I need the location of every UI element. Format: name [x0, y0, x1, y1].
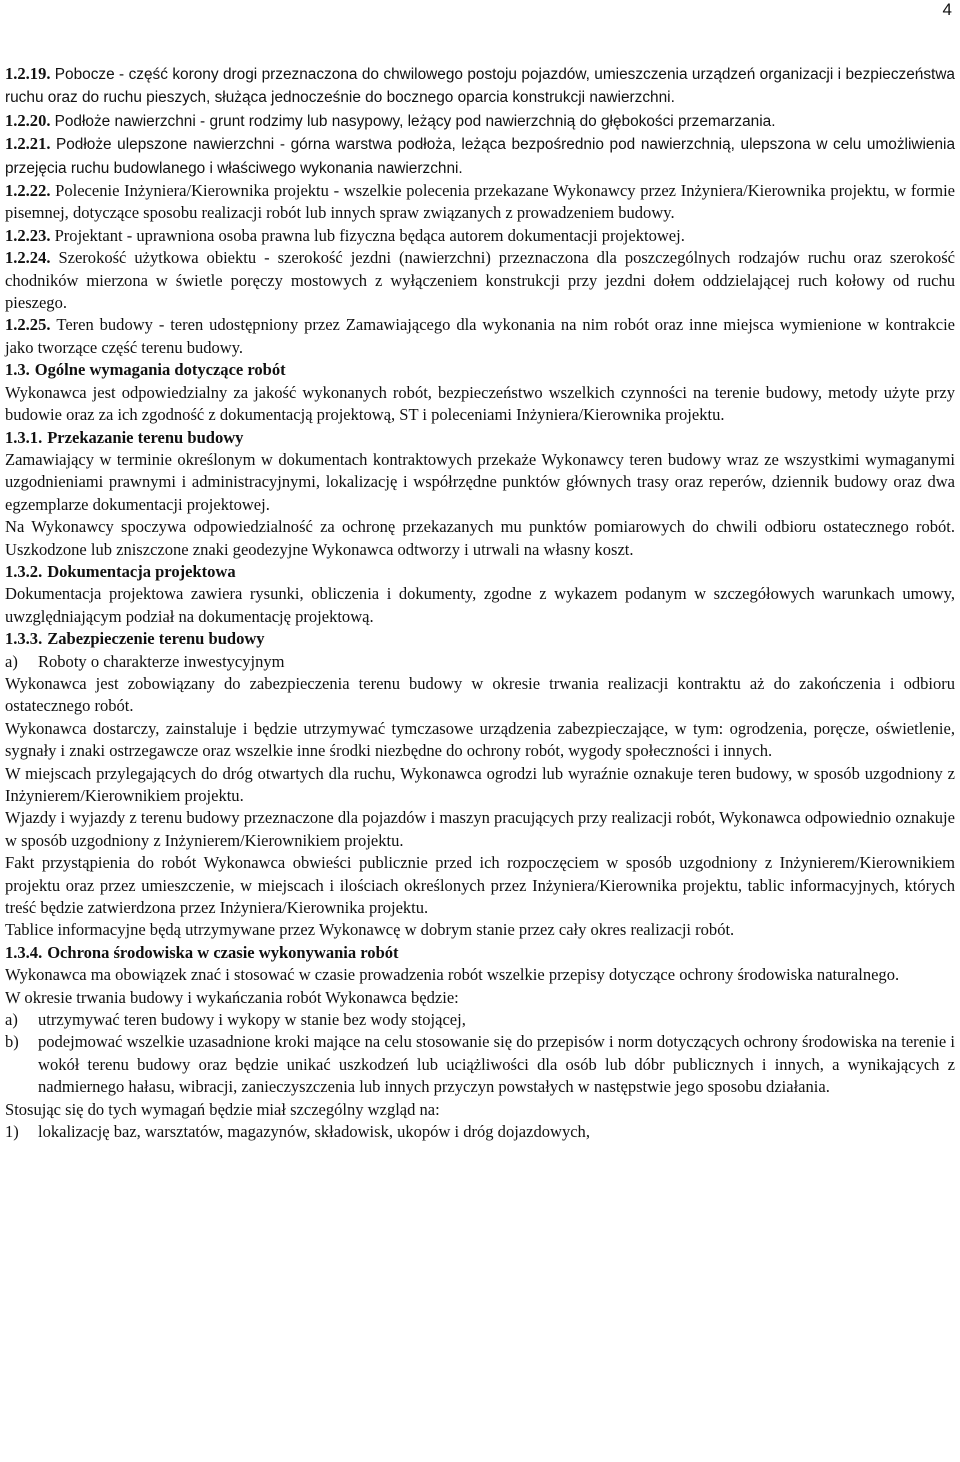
- page-number: 4: [942, 0, 952, 19]
- list-item: [5, 1031, 955, 1098]
- section-heading-1-3-3: [5, 628, 955, 650]
- section-heading-1-3-1: [5, 427, 955, 449]
- section-heading-1-3-2: [5, 561, 955, 583]
- section-heading-1-3: [5, 359, 955, 381]
- section-title: Ochrona środowiska w czasie wykonywania robót: [47, 942, 399, 962]
- definition-number: 1.2.20.: [5, 110, 51, 130]
- paragraph: Tablice informacyjne będą utrzymywane przez Wykonawcę w dobrym stanie przez cały okres realizacji robót.: [5, 920, 735, 940]
- definition-1-2-22: [5, 180, 955, 225]
- definition-number: 1.2.22.: [5, 181, 51, 201]
- paragraph: Wykonawca dostarczy, zainstaluje i będzie utrzymywać tymczasowe urządzenia zabezpieczające, w tym: ogrodzenia, poręcze, oświetlenie, sygnały i znaki ostrzegawcze oraz wszelkie inne środki niezbędne do ochrony robót, wygody społeczności i innych.: [5, 718, 955, 761]
- definition-1-2-24: [5, 247, 955, 314]
- definition-text: Podłoże ulepszone nawierzchni - górna warstwa podłoża, leżąca bezpośrednio pod nawierzchnią, ulepszona w celu umożliwienia przejęcia ruchu budowlanego i właściwego wykonania nawierzchni.: [5, 136, 956, 177]
- definition-1-2-20: [5, 110, 955, 133]
- paragraph: W miejscach przylegających do dróg otwartych dla ruchu, Wykonawca ogrodzi lub wyraźnie oznakuje teren budowy, w sposób uzgodniony z Inżynierem/Kierownikiem projektu.: [5, 763, 955, 805]
- definition-number: 1.2.23.: [5, 225, 51, 245]
- paragraph: Wykonawca jest odpowiedzialny za jakość wykonanych robót, bezpieczeństwo wszelkich czynności na terenie budowy, metody użyte przy budowie oraz za ich zgodność z dokumentacją projektową, ST i poleceniami Inżyniera/Kierownika projektu.: [5, 382, 955, 425]
- list-item-text: podejmować wszelkie uzasadnione kroki mające na celu stosowanie się do przepisów i norm dotyczących ochrony środowiska na terenie i wokół terenu budowy oraz będzie unikać uszkodzeń lub uciążliwości dla osób lub dóbr publicznych i innych, a wynikających z nadmiernego hałasu, wibracji, zanieczyszczenia lub innych przyczyn powstałych w następstwie jego sposobu działania.: [38, 1032, 955, 1097]
- list-item-text: lokalizację baz, warsztatów, magazynów, składowisk, ukopów i dróg dojazdowych,: [38, 1122, 590, 1142]
- list-marker: a): [5, 1010, 18, 1030]
- list-marker: b): [5, 1032, 19, 1052]
- definition-1-2-21: [5, 133, 955, 180]
- section-title: Zabezpieczenie terenu budowy: [47, 629, 265, 649]
- section-number: 1.3.4.: [5, 942, 43, 962]
- definition-text: Teren budowy - teren udostępniony przez Zamawiającego dla wykonania na nim robót oraz inne miejsca wymienione w kontrakcie jako tworzące część terenu budowy.: [5, 315, 955, 357]
- list-item-text: Roboty o charakterze inwestycyjnym: [38, 651, 285, 671]
- section-number: 1.3.: [5, 360, 30, 380]
- paragraph: Fakt przystąpienia do robót Wykonawca obwieści publicznie przed ich rozpoczęciem w sposób uzgodniony z Inżynierem/Kierownikiem projektu oraz przez umieszczenie, w miejscach i ilościach określonych przez Inżyniera/Kierownika projektu, tablic informacyjnych, których treść będzie zatwierdzona przez Inżyniera/Kierownika projektu.: [5, 853, 955, 918]
- paragraph: Wykonawca jest zobowiązany do zabezpieczenia terenu budowy w okresie trwania realizacji kontraktu aż do zakończenia i odbioru ostatecznego robót.: [5, 673, 955, 716]
- paragraph: Na Wykonawcy spoczywa odpowiedzialność za ochronę przekazanych mu punktów pomiarowych do chwili odbioru ostatecznego robót. Uszkodzone lub zniszczone znaki geodezyjne Wykonawca odtworzy i utrwali na własny koszt.: [5, 517, 955, 559]
- section-title: Dokumentacja projektowa: [47, 561, 236, 581]
- list-marker: a): [5, 651, 18, 671]
- paragraph: Zamawiający w terminie określonym w dokumentach kontraktowych przekaże Wykonawcy teren budowy wraz ze wszystkimi wymaganymi uzgodnieniami prawnymi i administracyjnymi, lokalizację i współrzędne punktów głównych trasy oraz reperów, dziennik budowy oraz dwa egzemplarze dokumentacji projektowej.: [5, 449, 955, 514]
- document-body: [5, 63, 955, 1144]
- definition-number: 1.2.19.: [5, 64, 51, 83]
- section-number: 1.3.1.: [5, 427, 43, 447]
- definition-1-2-19: [5, 63, 955, 110]
- section-number: 1.3.3.: [5, 629, 43, 649]
- definition-text: Szerokość użytkowa obiektu - szerokość jezdni (nawierzchni) przeznaczona dla poszczególnych rodzajów ruchu oraz szerokość chodników mierzona w świetle poręczy mostowych z wyłączeniem konstrukcji przy jezdni dołem oddzielającej ruch kołowy od ruchu pieszego.: [5, 248, 956, 313]
- section-title: Przekazanie terenu budowy: [47, 427, 244, 447]
- paragraph: Dokumentacja projektowa zawiera rysunki, obliczenia i dokumenty, zgodne z wykazem podanym w szczegółowych warunkach umowy, uwzględniającym podział na dokumentację projektową.: [5, 584, 955, 626]
- list-marker: 1): [5, 1122, 19, 1142]
- definition-1-2-23: [5, 225, 955, 247]
- list-item: [5, 651, 955, 673]
- definition-number: 1.2.21.: [5, 134, 51, 154]
- paragraph: Wykonawca ma obowiązek znać i stosować w czasie prowadzenia robót wszelkie przepisy dotyczące ochrony środowiska naturalnego.: [5, 965, 900, 985]
- definition-number: 1.2.25.: [5, 315, 51, 335]
- definition-1-2-25: [5, 314, 955, 359]
- paragraph: Wjazdy i wyjazdy z terenu budowy przeznaczone dla pojazdów i maszyn pracujących przy realizacji robót, Wykonawca odpowiednio oznakuje w sposób uzgodniony z Inżynierem/Kierownikiem projektu.: [5, 808, 955, 850]
- paragraph: Stosując się do tych wymagań będzie miał szczególny wzgląd na:: [5, 1099, 440, 1119]
- list-item: [5, 1009, 955, 1031]
- definition-text: Projektant - uprawniona osoba prawna lub fizyczna będąca autorem dokumentacji projektowej.: [54, 225, 685, 245]
- section-heading-1-3-4: [5, 942, 955, 964]
- definition-number: 1.2.24.: [5, 248, 51, 268]
- section-title: Ogólne wymagania dotyczące robót: [34, 360, 286, 380]
- list-item: [5, 1121, 955, 1143]
- list-item-text: utrzymywać teren budowy i wykopy w stanie bez wody stojącej,: [38, 1010, 466, 1030]
- paragraph: W okresie trwania budowy i wykańczania robót Wykonawca będzie:: [5, 987, 459, 1007]
- section-number: 1.3.2.: [5, 561, 43, 581]
- definition-text: Podłoże nawierzchni - grunt rodzimy lub nasypowy, leżący pod nawierzchnią do głębokości przemarzania.: [54, 112, 776, 130]
- definition-text: Pobocze - część korony drogi przeznaczona do chwilowego postoju pojazdów, umieszczenia urządzeń organizacji i bezpieczeństwa ruchu oraz do ruchu pieszych, służąca jednocześnie do bocznego oparcia konstrukcji nawierzchni.: [5, 66, 955, 107]
- definition-text: Polecenie Inżyniera/Kierownika projektu - wszelkie polecenia przekazane Wykonawcy przez Inżyniera/Kierownika projektu, w formie pisemnej, dotyczące sposobu realizacji robót lub innych spraw związanych z prowadzeniem budowy.: [5, 181, 955, 223]
